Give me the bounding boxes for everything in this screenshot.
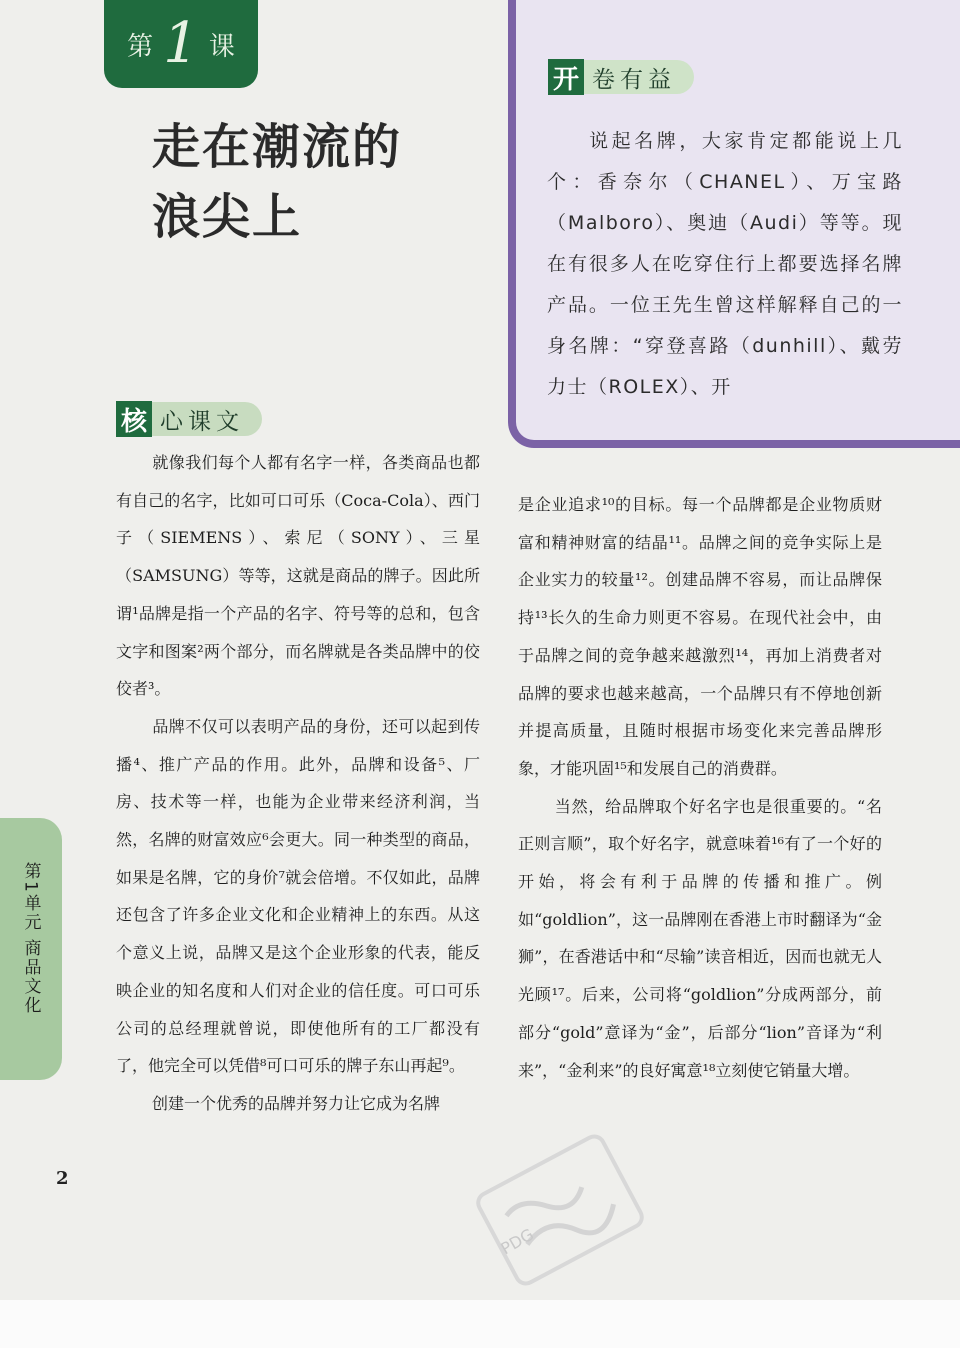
page-number: 2: [56, 1168, 69, 1189]
title-line-2: 浪尖上: [152, 189, 303, 245]
intro-section-heading: [548, 60, 694, 94]
core-heading-rest: 心课文: [160, 408, 244, 435]
right-paragraph-2: 当然，给品牌取个好名字也是很重要的。“名正则言顺”，取个好名字，就意味着¹⁶有了一个好的开始，将会有利于品牌的传播和推广。例如“goldlion”，这一品牌刚在香港上市时翻译为“金狮”，在香港话中和“尽输”读音相近，因而也就无人光顾¹⁷。后来，公司将“goldlion”分成两部分，前部分“gold”意译为“金”，后部分“lion”音译为“利来”，“金利来”的良好寓意¹⁸立刻使它销量大增。: [518, 796, 882, 1080]
left-paragraph-1: 就像我们每个人都有名字一样，各类商品也都有自己的名字，比如可口可乐（Coca-Cola）、西门子（SIEMENS）、索尼（SONY）、三星（SAMSUNG）等等，这就是商品的牌子。因此所谓¹品牌是指一个产品的名字、符号等的总和，包含文字和图案²两个部分，而名牌就是各类品牌中的佼佼者³。: [116, 453, 480, 699]
core-heading-first-char: 核: [116, 401, 152, 437]
lesson-title: [152, 112, 402, 252]
right-column: [518, 486, 882, 1089]
lesson-number: 1: [163, 11, 199, 76]
unit-side-tab: [0, 818, 62, 1080]
left-column: [116, 444, 480, 1123]
lesson-suffix: 课: [208, 31, 235, 62]
left-paragraph-3: 创建一个优秀的品牌并努力让它成为名牌: [152, 1093, 441, 1113]
left-paragraph-2: 品牌不仅可以表明产品的身份，还可以起到传播⁴、推广产品的作用。此外，品牌和设备⁵、厂房、技术等一样，也能为企业带来经济利润，当然，名牌的财富效应⁶会更大。同一种类型的商品，如果是名牌，它的身价⁷就会倍增。不仅如此，品牌还包含了许多企业文化和企业精神上的东西。从这个意义上说，品牌又是这个企业形象的代表，能反映企业的知名度和人们对企业的信任度。可口可乐公司的总经理就曾说，即使他所有的工厂都没有了，他完全可以凭借⁸可口可乐的牌子东山再起⁹。: [116, 716, 480, 1076]
right-paragraph-1: 是企业追求¹⁰的目标。每一个品牌都是企业物质财富和精神财富的结晶¹¹。品牌之间的竞争实际上是企业实力的较量¹²。创建品牌不容易，而让品牌保持¹³长久的生命力则更不容易。在现代社会中，由于品牌之间的竞争越来越激烈¹⁴，再加上消费者对品牌的要求也越来越高，一个品牌只有不停地创新并提高质量，且随时根据市场变化来完善品牌形象，才能巩固¹⁵和发展自己的消费群。: [518, 495, 882, 778]
lesson-prefix: 第: [127, 31, 154, 62]
intro-heading-rest: 卷有益: [592, 66, 676, 93]
bottom-margin: [0, 1300, 960, 1348]
intro-paragraph: 说起名牌，大家肯定都能说上几个：香奈尔（CHANEL）、万宝路（Malboro）、奥迪（Audi）等等。现在有很多人在吃穿住行上都要选择名牌产品。一位王先生曾这样解释自己的一身名牌：“穿登喜路（dunhill）、戴劳力士（ROLEX）、开: [547, 130, 903, 398]
lesson-badge: [104, 0, 258, 88]
unit-side-tab-label: 第1单元 商品文化: [20, 862, 41, 1016]
watermark-text: PDG: [497, 1224, 537, 1259]
title-line-1: 走在潮流的: [152, 119, 403, 175]
intro-heading-first-char: 开: [548, 59, 584, 95]
core-section-heading: [116, 402, 262, 436]
intro-text: [547, 121, 903, 408]
watermark-stamp-icon: [448, 1106, 673, 1300]
